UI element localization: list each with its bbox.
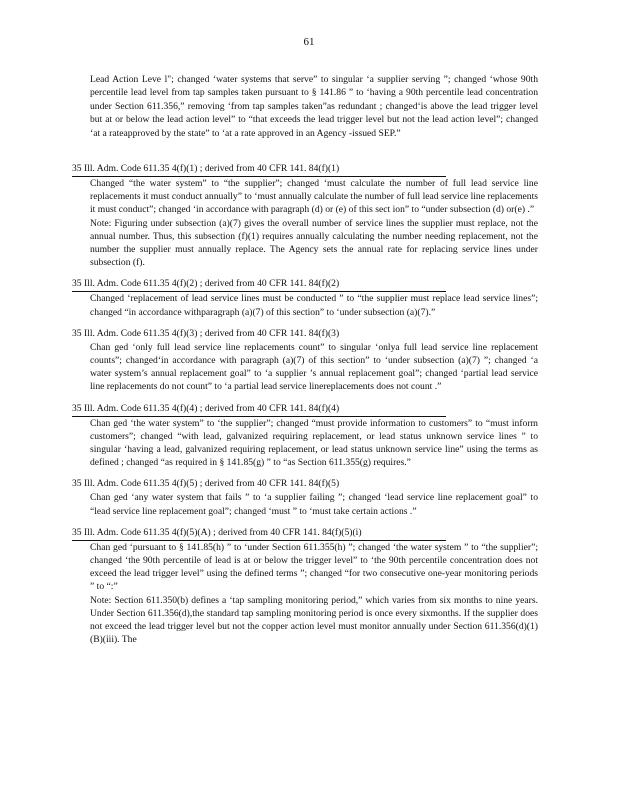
entry-text: Changed ‘replacement of lead service lines must be conducted ” to “the supplier must replace lead service lines”; changed “in accordance withparagraph (a)(7) of this section” to ‘under subsection (a)(7).”: [90, 293, 538, 318]
entry-note: Note: Section 611.350(b) defines a ‘tap sampling monitoring period,” which varies from six months to nine years. Under Section 611.356(d),the standard tap sampling monitoring period is once every sixmonths. If the supplier does not exceed the lead trigger level but not the copper action level must monitor annually under Section 611.356(d)(1)(B)(iii). The: [90, 594, 538, 646]
entry-text: Changed “the water system” to “the supplier”; changed ‘must calculate the number of full lead service line replacements it must conduct annually” to ‘must annually calculate the number of full lead service line replacements it must conduct”; changed ‘in accordance with paragraph (d) or (e) of this sect ion” to “under subsection (d) or(e) .”: [90, 178, 538, 216]
citation-heading: 35 Ill. Adm. Code 611.35 4(f)(2) ; derived from 40 CFR 141. 84(f)(2): [72, 278, 446, 292]
citation-heading: 35 Ill. Adm. Code 611.35 4(f)(5) ; derived from 40 CFR 141. 84(f)(5): [72, 478, 340, 490]
entry-611-354-f-1: [72, 163, 542, 269]
entry-611-354-f-4: [72, 403, 542, 470]
entry-611-354-f-5: [72, 478, 542, 517]
entry-text: Chan ged ‘pursuant to § 141.85(h) ” to ‘under Section 611.355(h) ”; changed ‘the water system ” to “the supplier”; changed ‘the 90th percentile of lead is at or below the trigger level” to ‘the 90th percentile concentration does not exceed the lead trigger level” using the defined terms ”; changed “for two consecutive one-year monitoring periods ” to “:”: [90, 541, 538, 593]
entry-text: Chan ged ‘the water system” to ‘the supplier”; changed “must provide information to customers” to “must inform customers”; changed “with lead, galvanized requiring replacement, or lead status unknown service lines ” to singular ‘having a lead, galvanized requiring replacement, or lead status unknown service line” using the terms as defined ; changed “as required in § 141.85(g) ” to “as Section 611.355(g) requires.”: [90, 417, 538, 469]
entry-611-354-f-3: [72, 328, 542, 394]
entry-text: Chan ged ‘only full lead service line replacements count” to singular ‘onlya full lead service line replacement counts”; changed‘in accordance with paragraph (a)(7) of this section” to ‘under subsection (a)(7) ”; changed ‘a water system’s annual replacement goal” to ‘a supplier ’s annual replacement goal”; changed ‘partial lead service line replacements do not count” to ‘a partial lead service linereplacements does not count .”: [90, 341, 538, 393]
entry-611-354-f-2: [72, 278, 542, 318]
citation-heading: 35 Ill. Adm. Code 611.35 4(f)(1) ; derived from 40 CFR 141. 84(f)(1): [72, 163, 446, 177]
citation-heading: 35 Ill. Adm. Code 611.35 4(f)(5)(A) ; derived from 40 CFR 141. 84(f)(5)(i): [72, 527, 446, 541]
amendment-entries: [72, 163, 542, 655]
intro-paragraph: Lead Action Leve l"; changed ‘water systems that serve” to singular ‘a supplier serving ”; changed ‘whose 90th percentile lead level from tap samples taken pursuant to § 141.86 ” to ‘having a 90th percentile lead concentration under Section 611.356,” removing ‘from tap samples taken”as redundant ; changed‘is above the lead trigger level but at or below the lead action level” to “that exceeds the lead trigger level but not the lead action level”; changed ‘at a rateapproved by the state” to ‘at a rate approved in an Agency -issued SEP.”: [90, 74, 538, 139]
citation-heading: 35 Ill. Adm. Code 611.35 4(f)(4) ; derived from 40 CFR 141. 84(f)(4): [72, 403, 446, 417]
entry-611-354-f-5-a: [72, 527, 542, 647]
entry-note: Note: Figuring under subsection (a)(7) gives the overall number of service lines the supplier must replace, not the annual number. Thus, this subsection (f)(1) requires annually calculating the number needing replacement, not the number the supplier must annually replace. The Agency sets the annual rate for replacing service lines under subsection (f).: [90, 217, 538, 269]
citation-heading: 35 Ill. Adm. Code 611.35 4(f)(3) ; derived from 40 CFR 141. 84(f)(3): [72, 327, 340, 339]
entry-text: Chan ged ‘any water system that fails ” to ‘a supplier failing ”; changed ‘lead service line replacement goal” to “lead service line replacement goal”; changed ‘must ” to ‘must take certain actions .”: [90, 492, 538, 517]
page-number: 61: [303, 36, 315, 48]
